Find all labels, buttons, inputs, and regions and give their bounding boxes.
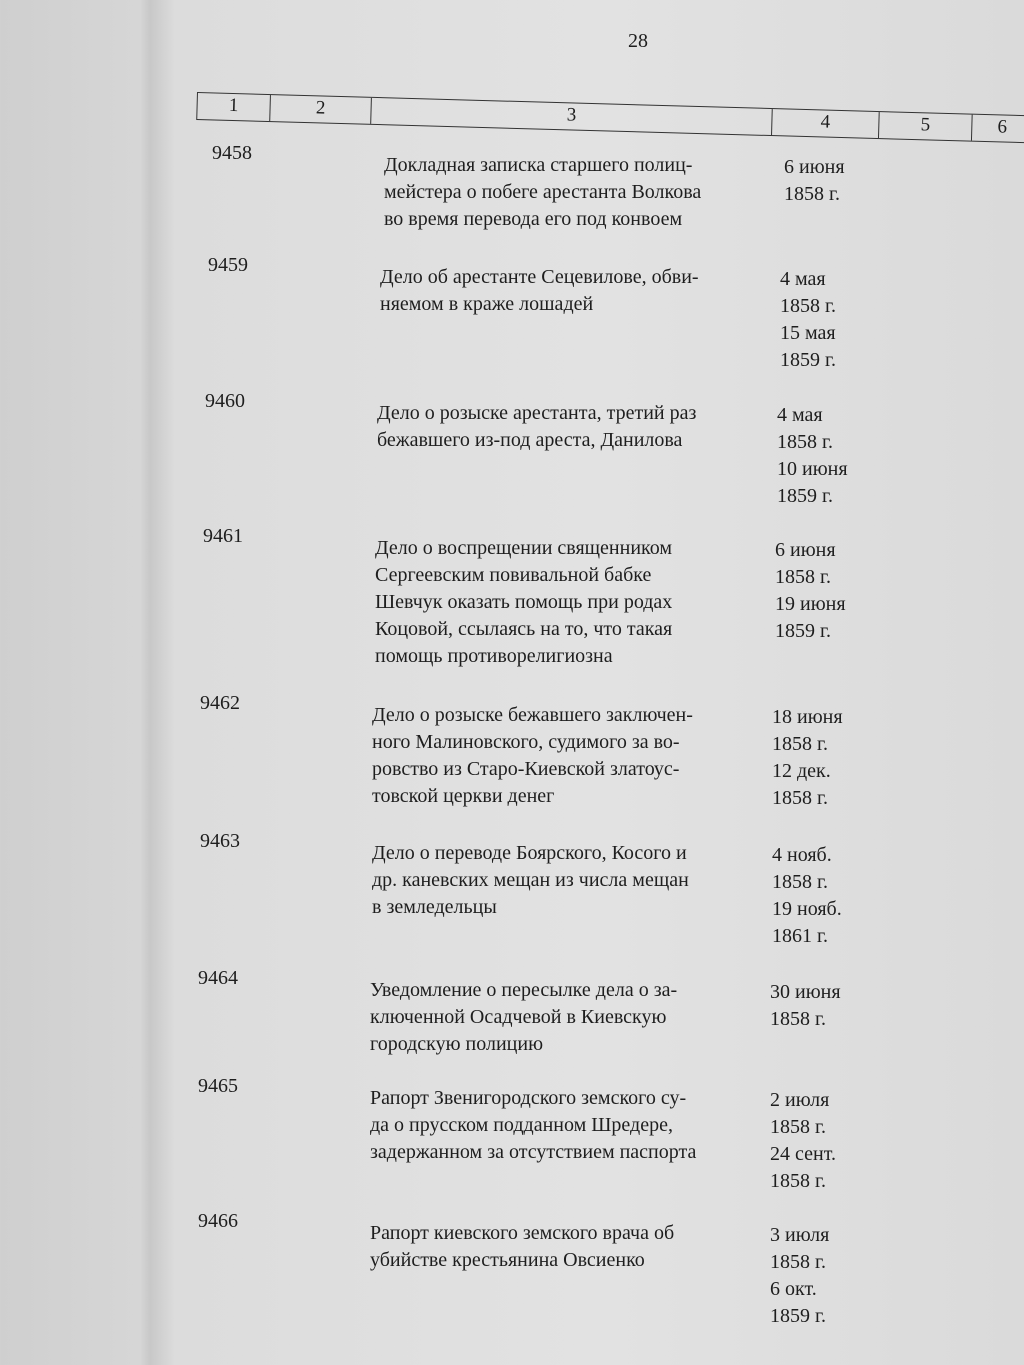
description-line: др. каневских мещан из числа мещан	[372, 869, 689, 891]
description-line: Докладная записка старшего полиц-	[384, 154, 693, 176]
date-line: 24 сент.	[770, 1143, 836, 1165]
page-number: 28	[628, 30, 648, 52]
date-line: 1858 г.	[770, 1251, 826, 1273]
description-line: ключенной Осадчевой в Киевскую	[370, 1006, 667, 1028]
date-line: 1858 г.	[784, 183, 840, 205]
description-line: Сергеевским повивальной бабке	[375, 564, 652, 586]
entry-description	[372, 840, 772, 921]
date-line: 19 июня	[775, 593, 846, 615]
date-line: 1859 г.	[770, 1305, 826, 1327]
description-line: во время перевода его под конвоем	[384, 208, 683, 230]
date-line: 15 мая	[780, 322, 836, 344]
entry-number: 9462	[200, 692, 240, 714]
entry-description	[370, 977, 770, 1058]
date-line: 10 июня	[777, 458, 848, 480]
entry-dates	[772, 842, 882, 950]
column-header-5: 5	[879, 112, 973, 141]
entry-number: 9464	[198, 967, 238, 989]
date-line: 19 нояб.	[772, 898, 842, 920]
date-line: 1861 г.	[772, 925, 828, 947]
description-line: да о прусском подданном Шредере,	[370, 1114, 673, 1136]
description-line: Рапорт Звенигородского земского су-	[370, 1087, 687, 1109]
entry-dates	[784, 154, 894, 208]
date-line: 1859 г.	[780, 349, 836, 371]
entry-number: 9459	[208, 254, 248, 276]
entry-dates	[772, 704, 882, 812]
description-line: Коцовой, ссылаясь на то, что такая	[375, 618, 673, 640]
date-line: 6 июня	[775, 539, 836, 561]
entry-description	[370, 1220, 770, 1274]
date-line: 1858 г.	[772, 733, 828, 755]
date-line: 1859 г.	[775, 620, 831, 642]
entry-number: 9461	[203, 525, 243, 547]
date-line: 12 дек.	[772, 760, 831, 782]
entry-description	[377, 400, 777, 454]
entry-number: 9460	[205, 390, 245, 412]
column-header-2: 2	[270, 95, 372, 124]
entry-number: 9463	[200, 830, 240, 852]
description-line: помощь противорелигиозна	[375, 645, 613, 667]
entry-dates	[770, 979, 880, 1033]
description-line: Шевчук оказать помощь при родах	[375, 591, 673, 613]
entry-description	[372, 702, 772, 810]
entry-description	[370, 1085, 770, 1166]
description-line: в земледельцы	[372, 896, 497, 918]
description-line: Дело о розыске бежавшего заключен-	[372, 704, 693, 726]
date-line: 6 июня	[784, 156, 845, 178]
entry-description	[375, 535, 775, 670]
entry-dates	[775, 537, 885, 645]
description-line: Дело о воспрещении священником	[375, 537, 673, 559]
description-line: няемом в краже лошадей	[380, 293, 594, 315]
date-line: 4 мая	[777, 404, 823, 426]
entry-number: 9466	[198, 1210, 238, 1232]
date-line: 1858 г.	[772, 871, 828, 893]
date-line: 1858 г.	[775, 566, 831, 588]
entry-number: 9465	[198, 1075, 238, 1097]
description-line: мейстера о побеге арестанта Волкова	[384, 181, 702, 203]
entry-description	[380, 264, 780, 318]
entry-dates	[770, 1222, 880, 1330]
column-header-4: 4	[772, 109, 880, 138]
entry-dates	[777, 402, 887, 510]
description-line: бежавшего из-под ареста, Данилова	[377, 429, 683, 451]
column-header-6: 6	[997, 116, 1008, 138]
date-line: 1858 г.	[770, 1008, 826, 1030]
date-line: 1858 г.	[770, 1116, 826, 1138]
date-line: 1858 г.	[770, 1170, 826, 1192]
description-line: ного Малиновского, судимого за во-	[372, 731, 680, 753]
description-line: Рапорт киевского земского врача об	[370, 1222, 675, 1244]
column-header-3: 3	[371, 98, 773, 135]
date-line: 2 июля	[770, 1089, 830, 1111]
description-line: задержанном за отсутствием паспорта	[370, 1141, 697, 1163]
description-line: товской церкви денег	[372, 785, 555, 807]
date-line: 1858 г.	[780, 295, 836, 317]
description-line: Уведомление о пересылке дела о за-	[370, 979, 678, 1001]
column-header-row	[196, 92, 1024, 143]
column-header-1: 1	[197, 93, 271, 121]
entry-dates	[780, 266, 890, 374]
date-line: 1858 г.	[777, 431, 833, 453]
date-line: 1858 г.	[772, 787, 828, 809]
date-line: 3 июля	[770, 1224, 830, 1246]
facing-page-edge	[0, 0, 150, 1365]
date-line: 6 окт.	[770, 1278, 817, 1300]
entry-description	[384, 152, 784, 233]
description-line: городскую полицию	[370, 1033, 544, 1055]
entry-number: 9458	[212, 142, 252, 164]
date-line: 4 мая	[780, 268, 826, 290]
date-line: 1859 г.	[777, 485, 833, 507]
description-line: убийстве крестьянина Овсиенко	[370, 1249, 645, 1271]
date-line: 30 июня	[770, 981, 841, 1003]
description-line: ровство из Старо-Киевской златоус-	[372, 758, 680, 780]
entry-dates	[770, 1087, 880, 1195]
date-line: 18 июня	[772, 706, 843, 728]
description-line: Дело об арестанте Сецевилове, обви-	[380, 266, 699, 288]
date-line: 4 нояб.	[772, 844, 832, 866]
description-line: Дело о переводе Боярского, Косого и	[372, 842, 687, 864]
description-line: Дело о розыске арестанта, третий раз	[377, 402, 697, 424]
